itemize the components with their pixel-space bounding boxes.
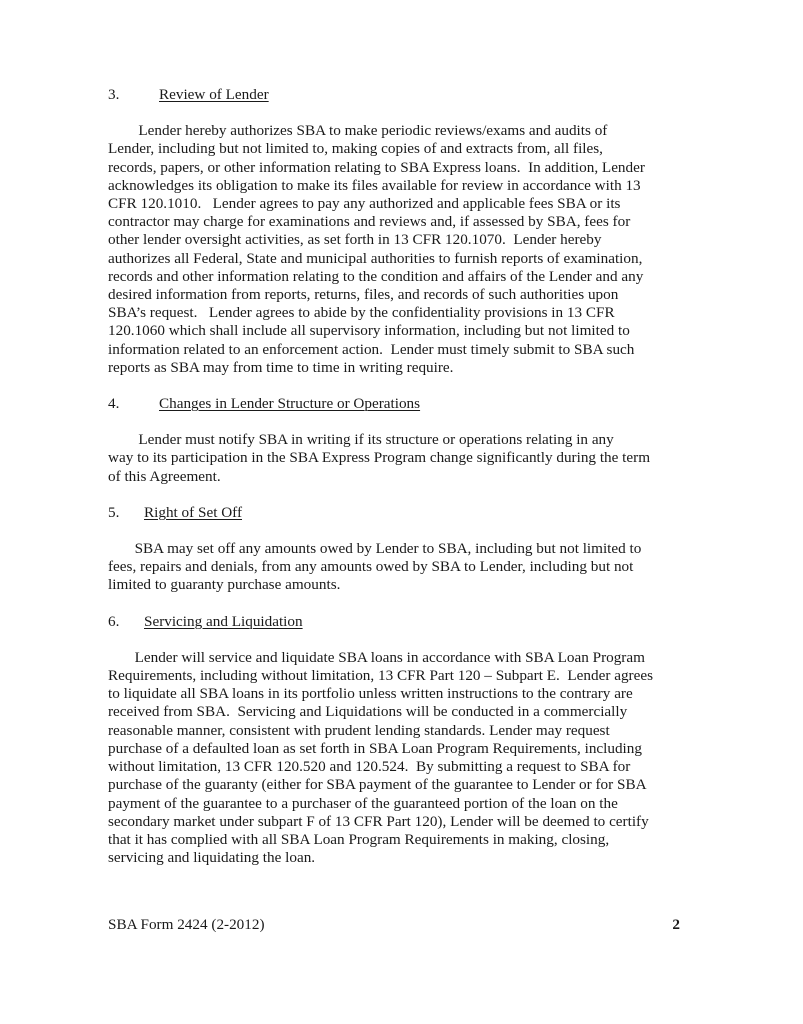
paragraph-line: desired information from reports, returns, files, and records of such authorities upon	[108, 286, 619, 304]
section-number-4: 4.	[108, 395, 120, 413]
spacer	[108, 595, 680, 613]
section-paragraph-4	[108, 431, 680, 486]
paragraph-line: records, papers, or other information relating to SBA Express loans. In addition, Lender	[108, 158, 645, 176]
spacer	[108, 413, 680, 431]
paragraph-line: Lender will service and liquidate SBA loans in accordance with SBA Loan Program	[108, 648, 645, 666]
spacer	[108, 522, 680, 540]
section-paragraph-6	[108, 649, 680, 867]
section-heading-5	[108, 504, 680, 522]
section-heading-6	[108, 613, 680, 631]
paragraph-line: to liquidate all SBA loans in its portfolio unless written instructions to the contrary are	[108, 685, 633, 703]
paragraph-line: SBA’s request. Lender agrees to abide by the confidentiality provisions in 13 CFR	[108, 304, 615, 322]
paragraph-line: acknowledges its obligation to make its files available for review in accordance with 13	[108, 176, 641, 194]
paragraph-line: authorizes all Federal, State and municipal authorities to furnish reports of examination,	[108, 249, 643, 267]
paragraph-line: Requirements, including without limitation, 13 CFR Part 120 – Subpart E. Lender agrees	[108, 667, 653, 685]
paragraph-line: CFR 120.1010. Lender agrees to pay any authorized and applicable fees SBA or its	[108, 195, 621, 213]
paragraph-line: servicing and liquidating the loan.	[108, 849, 316, 867]
paragraph-line: of this Agreement.	[108, 467, 221, 485]
section-title-4: Changes in Lender Structure or Operations	[159, 395, 421, 413]
section-number-6: 6.	[108, 612, 120, 630]
paragraph-line: that it has complied with all SBA Loan Program Requirements in making, closing,	[108, 830, 610, 848]
spacer	[108, 377, 680, 395]
page-number: 2	[672, 916, 680, 933]
section-number-3: 3.	[108, 86, 120, 103]
paragraph-line: payment of the guarantee to a purchaser of the guaranteed portion of the loan on the	[108, 794, 618, 812]
section-paragraph-3	[108, 122, 680, 377]
paragraph-line: contractor may charge for examinations and reviews and, if assessed by SBA, fees for	[108, 213, 631, 231]
paragraph-line: 120.1060 which shall include all supervisory information, including but not limited to	[108, 322, 630, 340]
paragraph-line: Lender, including but not limited to, making copies of and extracts from, all files,	[108, 140, 603, 158]
paragraph-line: reasonable manner, consistent with prudent lending standards. Lender may request	[108, 721, 610, 739]
section-heading-4	[108, 395, 680, 413]
paragraph-line: fees, repairs and denials, from any amounts owed by SBA to Lender, including but not	[108, 558, 634, 576]
section-title-6: Servicing and Liquidation	[144, 612, 303, 630]
paragraph-line: received from SBA. Servicing and Liquidations will be conducted in a commercially	[108, 703, 628, 721]
paragraph-line: way to its participation in the SBA Express Program change significantly during the term	[108, 449, 651, 467]
paragraph-line: limited to guaranty purchase amounts.	[108, 576, 341, 594]
spacer	[108, 104, 680, 122]
section-heading-3	[108, 86, 680, 104]
section-paragraph-5	[108, 540, 680, 595]
paragraph-line: Lender must notify SBA in writing if its structure or operations relating in any	[108, 431, 614, 449]
paragraph-line: Lender hereby authorizes SBA to make periodic reviews/exams and audits of	[108, 122, 608, 140]
spacer	[108, 486, 680, 504]
section-number-5: 5.	[108, 503, 120, 521]
paragraph-line: without limitation, 13 CFR 120.520 and 120.524. By submitting a request to SBA for	[108, 758, 631, 776]
paragraph-line: purchase of a defaulted loan as set forth in SBA Loan Program Requirements, including	[108, 739, 642, 757]
document-body	[108, 86, 680, 867]
section-title-3: Review of Lender	[159, 86, 269, 103]
paragraph-line: other lender oversight activities, as set forth in 13 CFR 120.1070. Lender hereby	[108, 231, 602, 249]
section-title-5: Right of Set Off	[144, 503, 243, 521]
paragraph-line: reports as SBA may from time to time in writing require.	[108, 358, 454, 376]
paragraph-line: information related to an enforcement action. Lender must timely submit to SBA such	[108, 340, 635, 358]
page-footer	[108, 916, 680, 934]
form-identifier: SBA Form 2424 (2-2012)	[108, 916, 265, 933]
paragraph-line: purchase of the guaranty (either for SBA payment of the guarantee to Lender or for SBA	[108, 776, 647, 794]
paragraph-line: records and other information relating to the condition and affairs of the Lender and any	[108, 267, 644, 285]
spacer	[108, 631, 680, 649]
paragraph-line: secondary market under subpart F of 13 CFR Part 120), Lender will be deemed to certify	[108, 812, 649, 830]
paragraph-line: SBA may set off any amounts owed by Lender to SBA, including but not limited to	[108, 540, 642, 558]
